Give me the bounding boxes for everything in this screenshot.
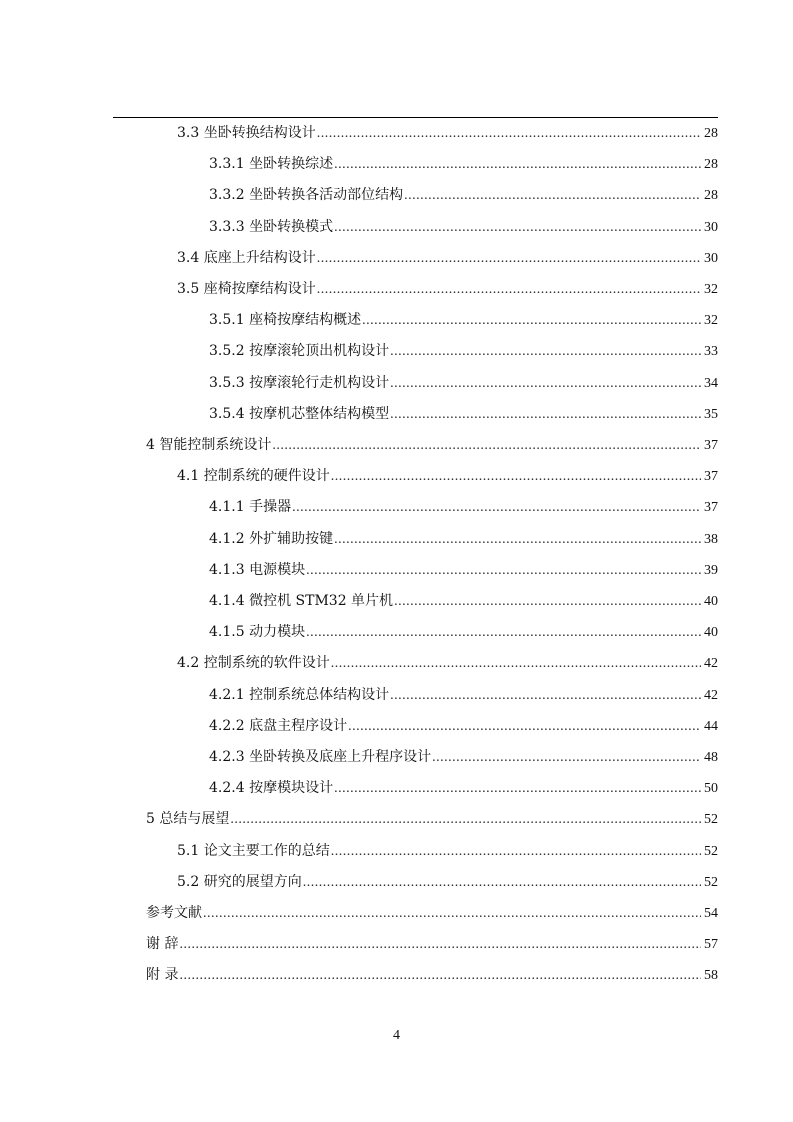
toc-entry-page: 57 — [704, 937, 718, 953]
toc-entry-title: 4.2.3 坐卧转换及底座上升程序设计 — [209, 749, 432, 765]
toc-entry[interactable] — [209, 496, 718, 518]
toc-entry-page: 30 — [704, 250, 718, 266]
toc-entry[interactable] — [209, 309, 718, 331]
toc-dot-leader — [179, 934, 701, 956]
toc-dot-leader — [404, 185, 701, 207]
toc-entry-page: 37 — [704, 500, 718, 516]
toc-entry-title: 4.2 控制系统的软件设计 — [177, 655, 330, 672]
toc-entry-page: 32 — [704, 313, 718, 329]
toc-entry[interactable] — [177, 652, 718, 674]
toc-entry-title: 3.5.4 按摩机芯整体结构模型 — [209, 405, 390, 422]
toc-entry-page: 28 — [704, 188, 718, 204]
toc-entry-title: 谢 辞 — [146, 936, 179, 953]
toc-entry-page: 42 — [704, 687, 718, 703]
toc-entry[interactable] — [209, 590, 718, 612]
toc-entry-page: 37 — [704, 438, 718, 453]
toc-entry[interactable] — [209, 216, 718, 238]
toc-entry-page: 32 — [704, 282, 718, 297]
toc-entry-page: 33 — [704, 344, 718, 360]
toc-entry-title: 3.5.1 座椅按摩结构概述 — [209, 312, 362, 329]
toc-dot-leader — [203, 903, 701, 925]
toc-entry-title: 3.3 坐卧转换结构设计 — [177, 125, 316, 141]
toc-dot-leader — [390, 404, 701, 426]
toc-entry[interactable] — [209, 403, 718, 425]
toc-entry-title: 附 录 — [146, 967, 179, 984]
toc-entry-page: 38 — [704, 531, 718, 547]
toc-entry-title: 4.1 控制系统的硬件设计 — [177, 468, 330, 485]
toc-entry[interactable] — [146, 902, 718, 924]
toc-entry[interactable] — [209, 684, 718, 706]
toc-entry-page: 30 — [704, 219, 718, 235]
toc-entry-page: 52 — [704, 812, 718, 828]
toc-entry-page: 48 — [704, 750, 718, 765]
toc-dot-leader — [394, 591, 701, 613]
toc-entry[interactable] — [209, 184, 718, 206]
toc-entry-page: 28 — [704, 126, 718, 141]
toc-entry-page: 39 — [704, 562, 718, 578]
toc-dot-leader — [331, 466, 701, 488]
toc-entry-title: 4.2.4 按摩模块设计 — [209, 780, 334, 797]
toc-entry-title: 4.2.1 控制系统总体结构设计 — [209, 686, 390, 703]
toc-dot-leader — [230, 809, 701, 831]
toc-entry-page: 52 — [704, 843, 718, 859]
toc-entry-title: 4.1.4 微控机 STM32 单片机 — [209, 593, 394, 609]
toc-entry[interactable] — [209, 777, 718, 799]
toc-entry[interactable] — [177, 465, 718, 487]
toc-entry-title: 3.5.2 按摩滚轮顶出机构设计 — [209, 343, 390, 360]
toc-entry-title: 4.2.2 底盘主程序设计 — [209, 717, 348, 734]
toc-entry[interactable] — [177, 122, 718, 144]
toc-dot-leader — [303, 872, 701, 894]
toc-dot-leader — [348, 716, 701, 738]
toc-dot-leader — [306, 622, 701, 644]
page-number: 4 — [393, 1028, 400, 1043]
toc-entry-title: 3.3.3 坐卧转换模式 — [209, 218, 334, 235]
toc-entry-page: 44 — [704, 718, 718, 734]
toc-entry[interactable] — [177, 840, 718, 862]
toc-dot-leader — [334, 778, 701, 800]
toc-entry-title: 5 总结与展望 — [146, 811, 230, 828]
toc-dot-leader — [331, 841, 701, 863]
toc-entry-page: 40 — [704, 625, 718, 641]
toc-entry[interactable] — [146, 434, 718, 456]
toc-entry-page: 34 — [704, 375, 718, 391]
toc-entry[interactable] — [209, 528, 718, 550]
toc-entry-title: 3.3.2 坐卧转换各活动部位结构 — [209, 187, 404, 204]
toc-entry-page: 54 — [704, 906, 718, 921]
toc-entry-title: 4.1.1 手操器 — [209, 499, 292, 516]
toc-entry-title: 4.1.2 外扩辅助按键 — [209, 530, 334, 547]
toc-entry-page: 58 — [704, 968, 718, 984]
toc-entry-page: 52 — [704, 874, 718, 890]
toc-entry[interactable] — [209, 621, 718, 643]
toc-entry-page: 37 — [704, 469, 718, 485]
toc-entry[interactable] — [177, 278, 718, 300]
toc-dot-leader — [334, 154, 701, 176]
toc-entry[interactable] — [177, 247, 718, 269]
toc-dot-leader — [179, 965, 701, 987]
toc-entry[interactable] — [177, 871, 718, 893]
toc-entry-title: 4.1.3 电源模块 — [209, 561, 306, 578]
toc-dot-leader — [390, 685, 701, 707]
toc-dot-leader — [272, 435, 701, 457]
toc-dot-leader — [317, 248, 701, 270]
toc-entry-page: 35 — [704, 406, 718, 422]
toc-entry[interactable] — [209, 746, 718, 768]
toc-dot-leader — [362, 310, 701, 332]
toc-entry-title: 3.4 底座上升结构设计 — [177, 249, 316, 266]
toc-entry-title: 4.1.5 动力模块 — [209, 624, 306, 641]
toc-entry-title: 3.5 座椅按摩结构设计 — [177, 281, 316, 297]
toc-dot-leader — [306, 560, 701, 582]
toc-dot-leader — [390, 373, 701, 395]
toc-dot-leader — [292, 497, 701, 519]
toc-dot-leader — [432, 747, 701, 769]
toc-entry-page: 42 — [704, 656, 718, 672]
toc-entry-page: 40 — [704, 594, 718, 609]
toc-entry-title: 4 智能控制系统设计 — [146, 437, 272, 453]
toc-dot-leader — [334, 217, 701, 239]
toc-entry-title: 5.1 论文主要工作的总结 — [177, 842, 330, 859]
toc-dot-leader — [331, 653, 701, 675]
toc-entry-title: 5.2 研究的展望方向 — [177, 873, 302, 890]
toc-entry-title: 3.3.1 坐卧转换综述 — [209, 156, 334, 173]
header-rule — [113, 117, 718, 118]
toc-entry-page: 28 — [704, 157, 718, 173]
toc-dot-leader — [317, 123, 701, 145]
toc-entry[interactable] — [209, 153, 718, 175]
toc-entry-page: 50 — [704, 781, 718, 797]
toc-entry-title: 参考文献 — [146, 905, 202, 921]
toc-entry[interactable] — [209, 559, 718, 581]
toc-dot-leader — [317, 279, 701, 301]
toc-entry[interactable] — [209, 340, 718, 362]
toc-entry[interactable] — [146, 964, 718, 986]
toc-entry-title: 3.5.3 按摩滚轮行走机构设计 — [209, 374, 390, 391]
toc-dot-leader — [334, 529, 701, 551]
toc-entry[interactable] — [146, 808, 718, 830]
toc-entry[interactable] — [209, 715, 718, 737]
toc-entry[interactable] — [146, 933, 718, 955]
toc-dot-leader — [390, 341, 701, 363]
toc-entry[interactable] — [209, 372, 718, 394]
